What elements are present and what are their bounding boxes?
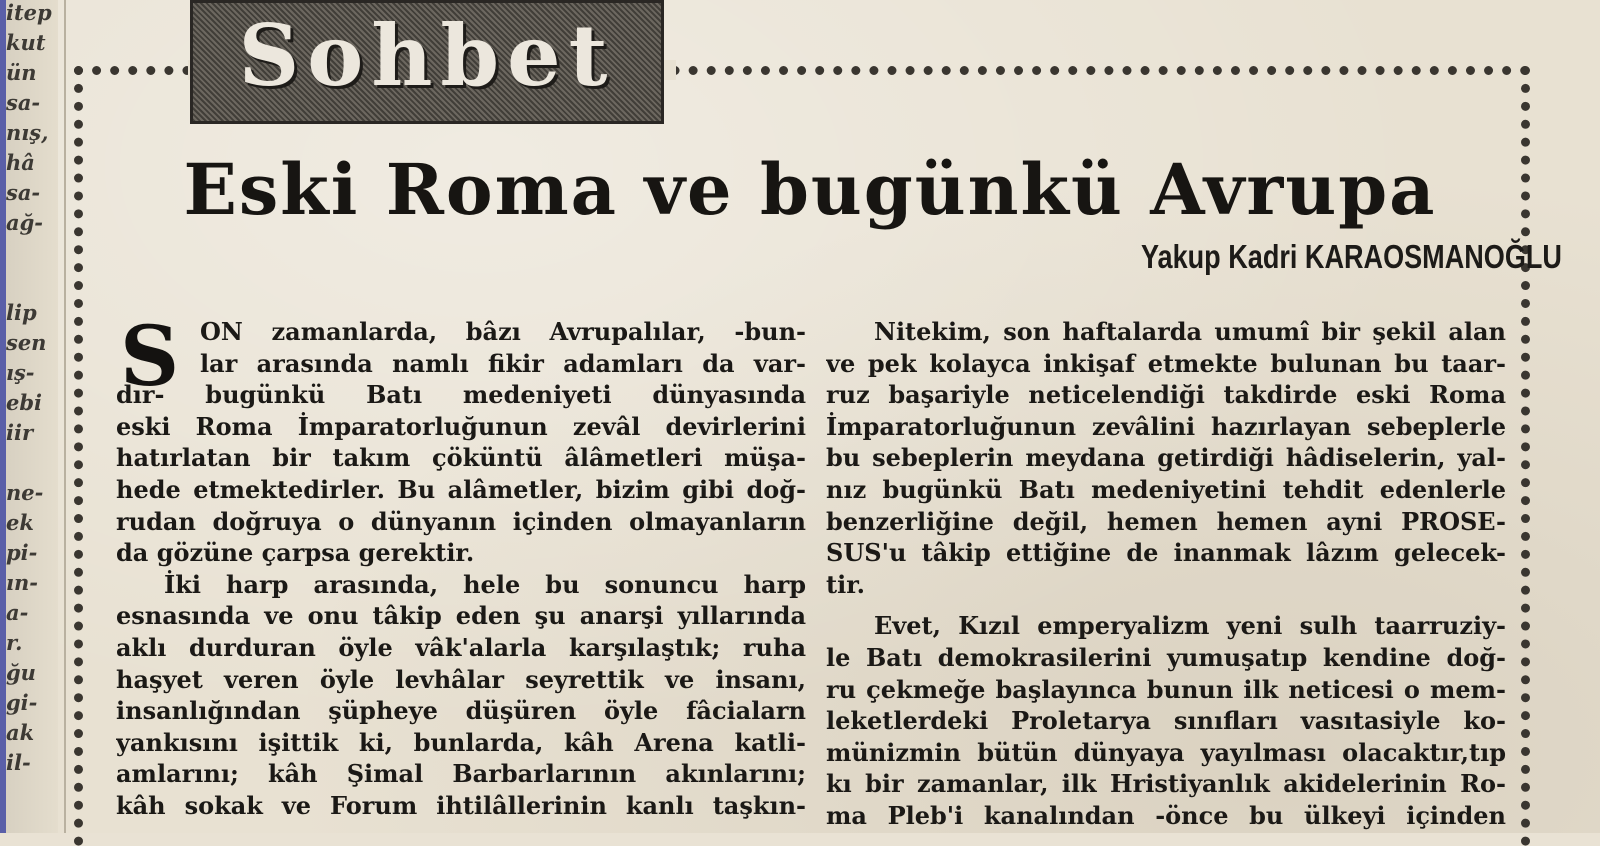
article-title: Eski Roma ve bugünkü Avrupa — [183, 148, 1437, 231]
fragment-text: iir — [6, 420, 34, 445]
text-line: eski Roma İmparatorluğunun zevâl devirlerini — [116, 411, 806, 441]
text-line: ma Pleb'i kanalından -önce bu ülkeyi içinden — [826, 800, 1506, 830]
fragment-text: sa- — [6, 180, 41, 205]
text-line: İki harp arasında, hele bu sonuncu harp — [164, 569, 806, 599]
text-line: amlarını; kâh Şimal Barbarlarının akınlarını; — [116, 759, 806, 789]
fragment-text: ün — [6, 60, 37, 85]
fragment-text: gi- — [6, 690, 38, 715]
text-line: le Batı demokrasilerini yumuşatıp kendine doğ- — [826, 642, 1506, 672]
text-line: aklı durduran öyle vâk'alarla karşılaştık; ruha — [116, 632, 806, 662]
fragment-text: r. — [6, 630, 23, 655]
text-line: ru çekmeğe başlayınca bunun ilk neticesi o mem- — [826, 674, 1506, 704]
article-column-1 — [116, 309, 806, 822]
fragment-text: ne- — [6, 480, 44, 505]
fragment-text: hâ — [6, 150, 35, 175]
text-line: Evet, Kızıl emperyalizm yeni sulh taarruziy- — [874, 611, 1506, 641]
text-line: ruz başariyle neticelendiği takdirde eski Roma — [826, 380, 1506, 410]
fragment-text: pi- — [6, 540, 38, 565]
text-line: kı bir zamanlar, ilk Hristiyanlık akidelerinin Ro- — [826, 769, 1506, 799]
fragment-text: ın- — [6, 570, 38, 595]
text-line: ve pek kolayca inkişaf etmekte bulunan bu taar- — [826, 348, 1506, 378]
column-rule — [64, 0, 66, 833]
text-line: esnasında ve onu tâkip eden şu anarşi yıllarında — [116, 601, 806, 631]
text-line: münizmin bütün dünyaya yayılması olacaktır,tıp — [826, 737, 1506, 767]
fragment-text: il- — [6, 750, 31, 775]
text-line: leketlerdeki Proletarya sınıfları vasıtasiyle ko- — [826, 706, 1506, 736]
fragment-text: ış- — [6, 360, 35, 385]
text-line: hatırlatan bir takım çöküntü âlâmetleri müşa- — [116, 443, 806, 473]
fragment-text: ağ- — [6, 210, 44, 235]
text-line: dır- bugünkü Batı medeniyeti dünyasında — [116, 380, 806, 410]
fragment-text: nış, — [6, 120, 49, 145]
fragment-text: ebi — [6, 390, 43, 415]
section-header-box — [190, 0, 664, 124]
text-line: nız bugünkü Batı medeniyetini tehdit edenlerle — [826, 474, 1506, 504]
text-line: haşyet veren öyle levhâlar seyrettik ve insanı, — [116, 664, 806, 694]
text-line: İmparatorluğunun zevâlini hazırlayan sebeplerle — [826, 411, 1506, 441]
fragment-text: ek — [6, 510, 34, 535]
fragment-text: ak — [6, 720, 35, 745]
text-line: tir. — [826, 569, 865, 599]
text-line: da gözüne çarpsa gerektir. — [116, 538, 475, 568]
section-label: Sohbet — [238, 5, 616, 105]
article-author: Yakup Kadri KARAOSMANOĞLU — [1141, 238, 1562, 275]
fragment-text: sa- — [6, 90, 41, 115]
text-line: kâh sokak ve Forum ihtilâllerinin kanlı taşkın- — [116, 790, 806, 820]
fragment-text: kut — [6, 30, 46, 55]
text-line: insanlığından şüpheye düşüren öyle fâcialarn — [116, 696, 806, 726]
fragment-text: itep — [6, 0, 52, 25]
fragment-text: sen — [6, 330, 47, 355]
text-line: rudan doğruya o dünyanın içinden olmayanların — [116, 506, 806, 536]
text-line: ON zamanlarda, bâzı Avrupalılar, -bun- — [200, 317, 806, 346]
text-line: bu sebeplerin meydana getirdiği hâdiselerin, yal- — [826, 443, 1506, 473]
text-line: benzerliğine değil, hemen hemen ayni PROSE- — [826, 506, 1506, 536]
text-line: lar arasında namlı fikir adamları da var- — [200, 348, 806, 378]
text-line: yankısını işittik ki, bunlarda, kâh Arena katli- — [116, 727, 806, 757]
drop-cap: S — [120, 309, 180, 405]
article-column-2 — [826, 316, 1506, 832]
text-line: SUS'u tâkip ettiğine de inanmak lâzım gelecek- — [826, 538, 1506, 568]
text-line: Nitekim, son haftalarda umumî bir şekil alan — [874, 317, 1506, 346]
fragment-text: ğu — [6, 660, 36, 685]
text-line: hede etmektedirler. Bu alâmetler, bizim gibi doğ- — [116, 474, 806, 504]
fragment-text: lip — [6, 300, 37, 325]
fragment-text: a- — [6, 600, 29, 625]
adjacent-column-fragment — [0, 0, 58, 833]
